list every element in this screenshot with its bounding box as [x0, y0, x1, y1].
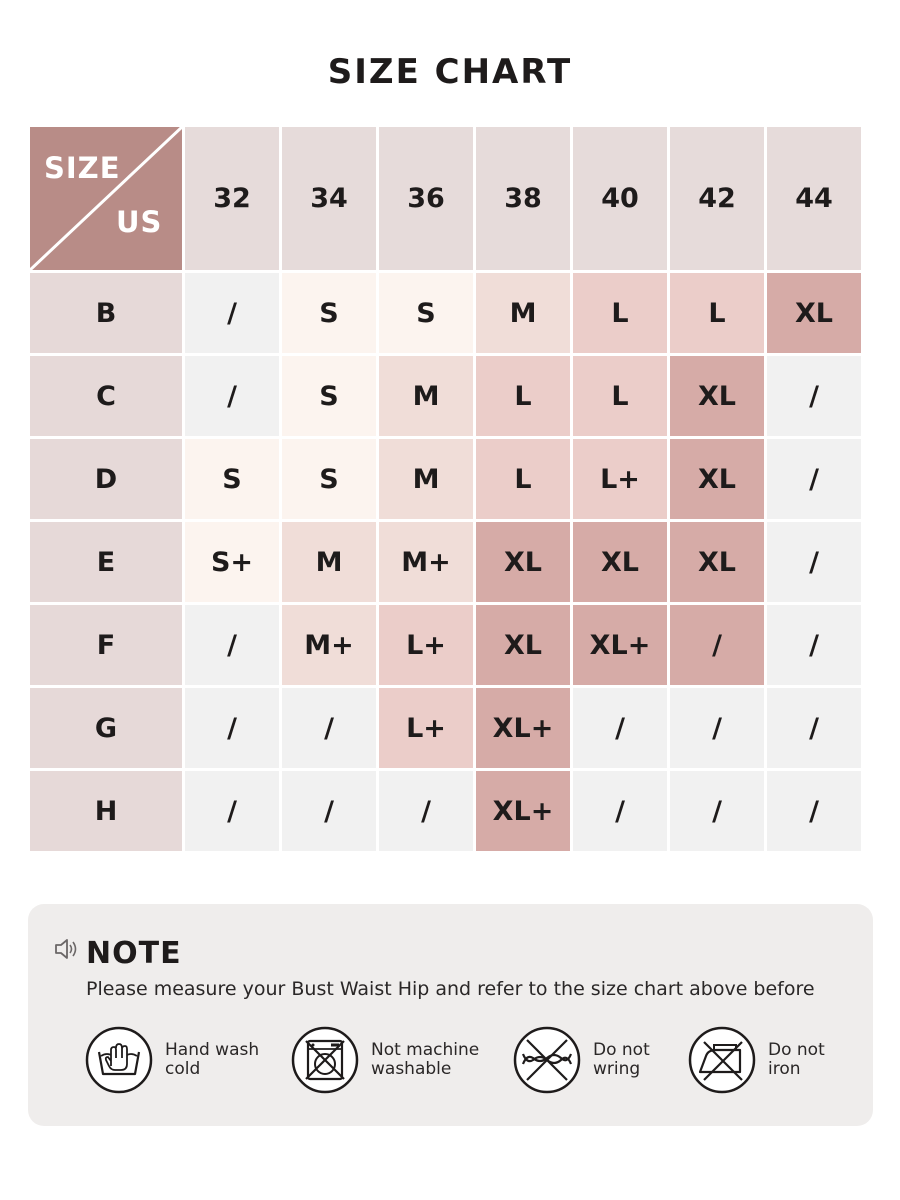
size-cell: XL — [573, 522, 667, 602]
size-cell: L — [476, 439, 570, 519]
care-label-line1: Do not — [593, 1040, 650, 1060]
size-cell: / — [282, 688, 376, 768]
size-cell: S — [185, 439, 279, 519]
note-panel — [28, 904, 873, 1126]
size-cell: M+ — [282, 605, 376, 685]
size-cell: / — [379, 771, 473, 851]
size-cell: / — [573, 771, 667, 851]
size-cell: XL+ — [476, 771, 570, 851]
size-cell: XL — [476, 522, 570, 602]
care-label-line2: washable — [371, 1059, 452, 1079]
corner-label-size: SIZE — [44, 151, 121, 185]
column-header-us-38: 38 — [476, 127, 570, 270]
size-cell: M — [282, 522, 376, 602]
size-cell: / — [767, 688, 861, 768]
row-header-cup-b: B — [30, 273, 182, 353]
size-cell: S — [282, 439, 376, 519]
size-cell: XL — [670, 522, 764, 602]
size-cell: M — [379, 439, 473, 519]
note-text: Please measure your Bust Waist Hip and refer to the size chart above before — [86, 978, 815, 1000]
care-label-line1: Do not — [768, 1040, 825, 1060]
size-cell: / — [670, 605, 764, 685]
row-header-cup-c: C — [30, 356, 182, 436]
size-cell: XL — [670, 439, 764, 519]
size-cell: L — [573, 356, 667, 436]
care-label-line1: Not machine — [371, 1040, 480, 1060]
size-cell: L+ — [379, 688, 473, 768]
column-header-us-44: 44 — [767, 127, 861, 270]
care-item-do-not-iron — [688, 1026, 825, 1094]
size-chart-table — [30, 127, 861, 851]
size-cell: S — [379, 273, 473, 353]
size-cell: XL+ — [573, 605, 667, 685]
care-label-line2: cold — [165, 1059, 201, 1079]
size-cell: / — [185, 273, 279, 353]
page-title: SIZE CHART — [327, 52, 573, 92]
care-item-do-not-wring — [513, 1026, 650, 1094]
size-cell: L+ — [379, 605, 473, 685]
speaker-icon — [54, 936, 78, 966]
size-cell: / — [767, 522, 861, 602]
care-label-line2: wring — [593, 1059, 641, 1079]
size-cell: / — [185, 605, 279, 685]
table-corner-header — [30, 127, 182, 270]
size-cell: / — [670, 688, 764, 768]
size-cell: M — [379, 356, 473, 436]
size-cell: / — [767, 439, 861, 519]
size-cell: / — [185, 356, 279, 436]
column-header-us-36: 36 — [379, 127, 473, 270]
size-cell: S — [282, 356, 376, 436]
column-header-us-42: 42 — [670, 127, 764, 270]
size-cell: S+ — [185, 522, 279, 602]
size-cell: L — [573, 273, 667, 353]
size-cell: L+ — [573, 439, 667, 519]
size-cell: L — [670, 273, 764, 353]
corner-label-us: US — [116, 205, 163, 239]
size-cell: / — [767, 356, 861, 436]
diagonal-divider — [30, 127, 182, 270]
row-header-cup-f: F — [30, 605, 182, 685]
size-cell: / — [767, 771, 861, 851]
size-cell: S — [282, 273, 376, 353]
size-cell: XL — [476, 605, 570, 685]
care-label-line2: iron — [768, 1059, 801, 1079]
note-title: NOTE — [86, 936, 182, 971]
care-item-not-machine-washable — [291, 1026, 479, 1094]
column-header-us-40: 40 — [573, 127, 667, 270]
column-header-us-32: 32 — [185, 127, 279, 270]
size-cell: / — [282, 771, 376, 851]
size-cell: XL+ — [476, 688, 570, 768]
row-header-cup-h: H — [30, 771, 182, 851]
size-cell: / — [185, 688, 279, 768]
size-cell: / — [670, 771, 764, 851]
hand-wash-icon — [85, 1026, 153, 1094]
row-header-cup-e: E — [30, 522, 182, 602]
do-not-wring-icon — [513, 1026, 581, 1094]
size-cell: / — [573, 688, 667, 768]
size-cell: M — [476, 273, 570, 353]
size-cell: XL — [670, 356, 764, 436]
care-item-hand-wash — [85, 1026, 259, 1094]
not-machine-washable-icon — [291, 1026, 359, 1094]
row-header-cup-d: D — [30, 439, 182, 519]
size-cell: L — [476, 356, 570, 436]
column-header-us-34: 34 — [282, 127, 376, 270]
size-cell: M+ — [379, 522, 473, 602]
care-label-line1: Hand wash — [165, 1040, 260, 1060]
row-header-cup-g: G — [30, 688, 182, 768]
do-not-iron-icon — [688, 1026, 756, 1094]
size-cell: / — [185, 771, 279, 851]
size-cell: / — [767, 605, 861, 685]
size-cell: XL — [767, 273, 861, 353]
